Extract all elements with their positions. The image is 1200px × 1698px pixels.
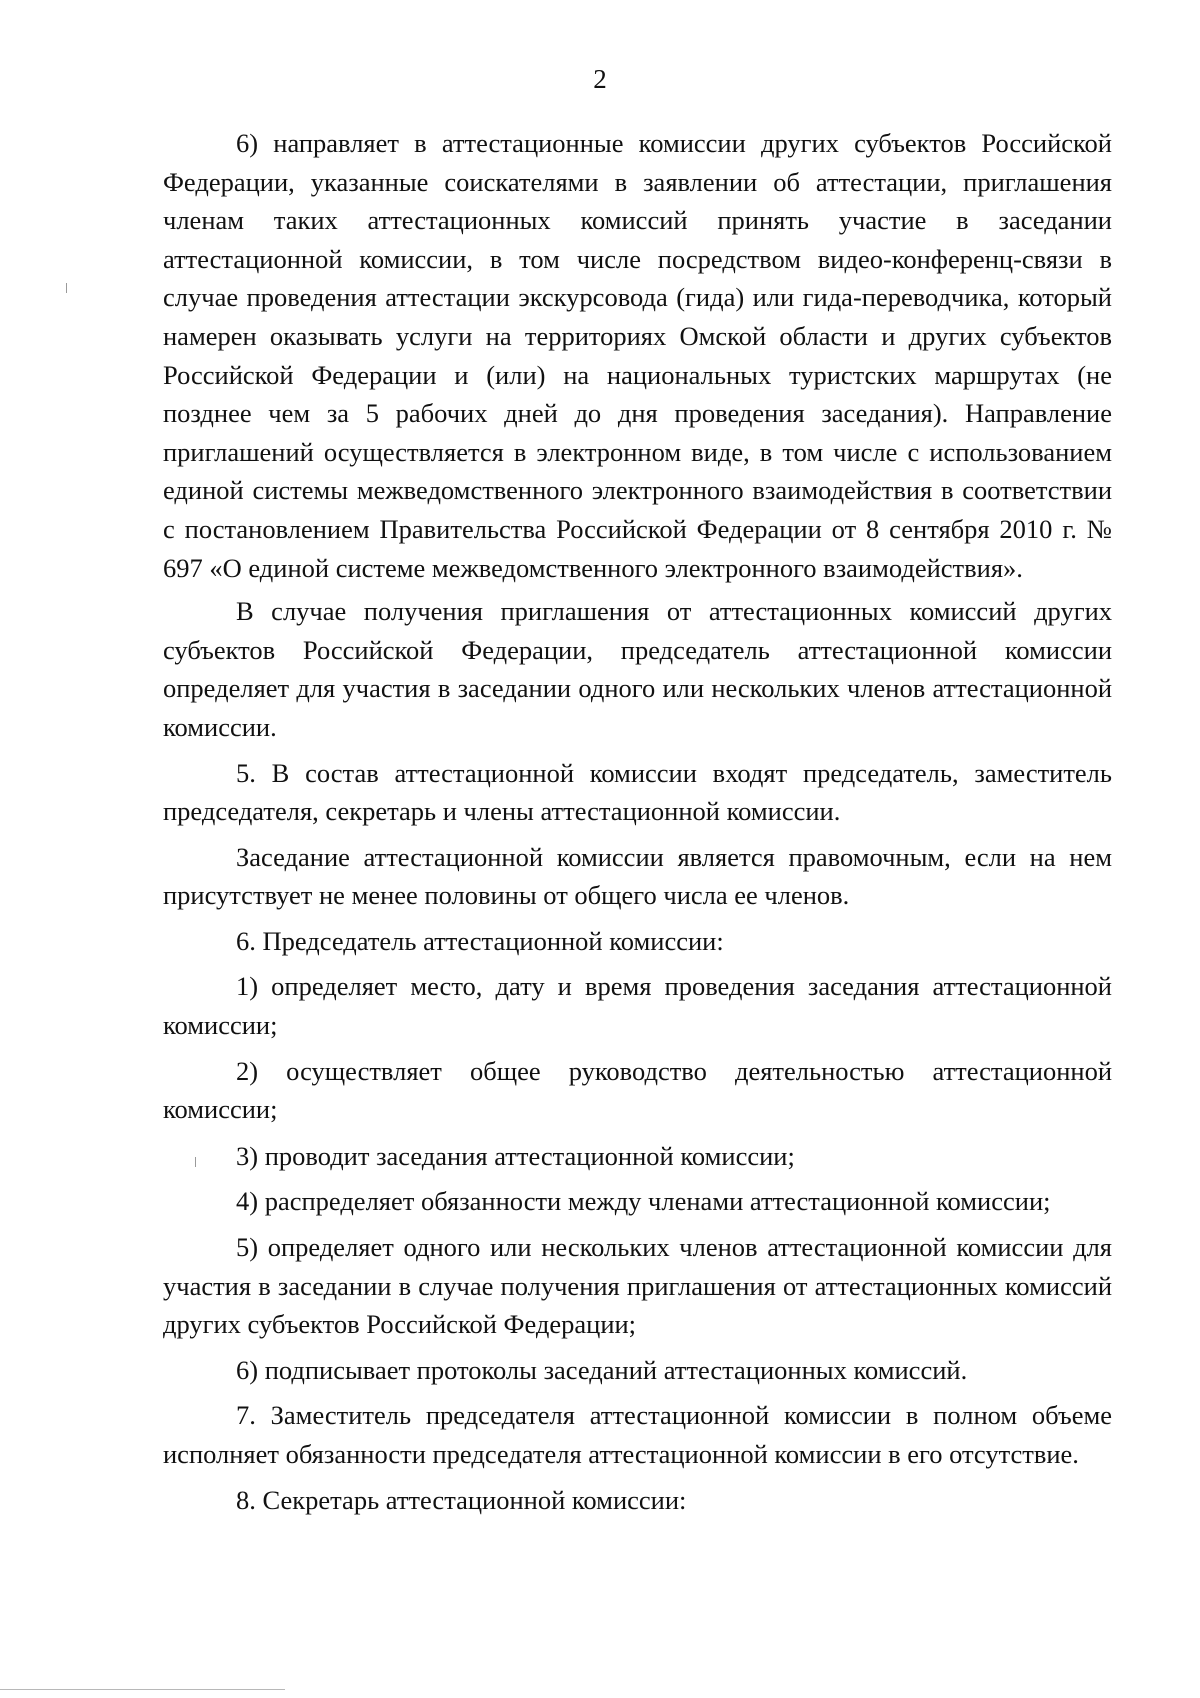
paragraph-clause-6: 6. Председатель аттестационной комиссии: bbox=[236, 925, 724, 956]
paragraph-item-6-invitations: 6) направляет в аттестационные комиссии других субъектов Российской Федерации, указанные соискателями в заявлении об аттестации, приглашения членам таких аттестационных комиссий принять участие в заседании аттестационной комиссии, в том числе посредством видео-конференц-связи в случае проведения аттестации экскурсовода (гида) или гида-переводчика, который намерен оказывать услуги на территориях Омской области и других субъектов Российской Федерации и (или) на национальных туристских маршрутах (не позднее чем за 5 рабочих дней до дня проведения заседания). Направление приглашений осуществляется в электронном виде, в том числе с использованием единой системы межведомственного электронного взаимодействия в соответствии с постановлением Правительства Российской Федерации от 8 сентября 2010 г. № 697 «О единой системе межведомственного электронного взаимодействия». bbox=[163, 128, 1112, 583]
paragraph-quorum: Заседание аттестационной комиссии является правомочным, если на нем присутствует не менее половины от общего числа ее членов. bbox=[163, 841, 1112, 911]
list-item-chair-3: 3) проводит заседания аттестационной комиссии; bbox=[236, 1140, 795, 1171]
paragraph-clause-8: 8. Секретарь аттестационной комиссии: bbox=[236, 1484, 687, 1515]
page-number: 2 bbox=[593, 64, 607, 94]
list-item-chair-5: 5) определяет одного или нескольких членов аттестационной комиссии для участия в заседании в случае получения приглашения от аттестационных комиссий других субъектов Российской Федерации; bbox=[163, 1232, 1112, 1340]
list-item-chair-1: 1) определяет место, дату и время проведения заседания аттестационной комиссии; bbox=[163, 971, 1112, 1041]
scan-artifact-bottom bbox=[0, 1689, 285, 1690]
document-body bbox=[163, 124, 1112, 1519]
paragraph-clause-5: 5. В состав аттестационной комиссии входят председатель, заместитель председателя, секретарь и члены аттестационной комиссии. bbox=[163, 757, 1112, 827]
paragraph-invitation-received: В случае получения приглашения от аттестационных комиссий других субъектов Российской Федерации, председатель аттестационной комиссии определяет для участия в заседании одного или нескольких членов аттестационной комиссии. bbox=[163, 596, 1112, 742]
list-item-chair-6: 6) подписывает протоколы заседаний аттестационных комиссий. bbox=[236, 1354, 968, 1385]
scan-artifact-left bbox=[66, 283, 67, 293]
paragraph-clause-7: 7. Заместитель председателя аттестационной комиссии в полном объеме исполняет обязанности председателя аттестационной комиссии в его отсутствие. bbox=[163, 1400, 1112, 1469]
scan-artifact-left-lower bbox=[195, 1157, 196, 1167]
list-item-chair-2: 2) осуществляет общее руководство деятельностью аттестационной комиссии; bbox=[163, 1055, 1112, 1125]
list-item-chair-4: 4) распределяет обязанности между членами аттестационной комиссии; bbox=[236, 1186, 1051, 1217]
